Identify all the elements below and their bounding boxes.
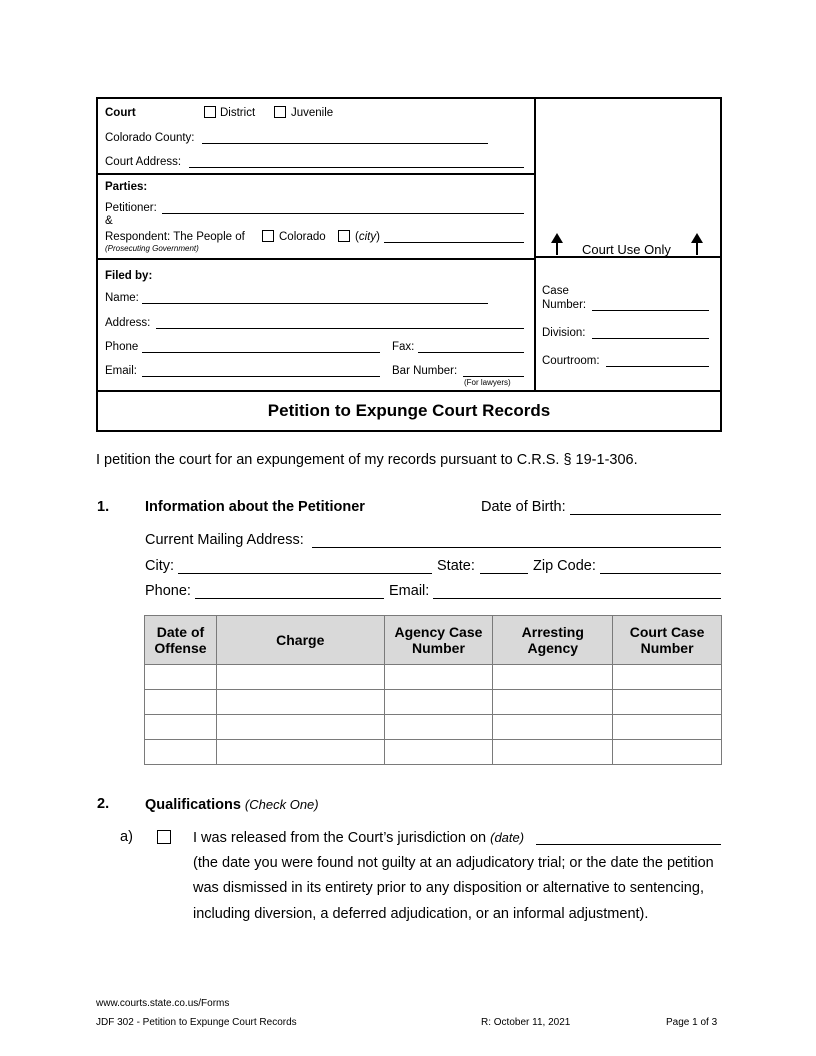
court-use-only-label: Court Use Only: [582, 242, 671, 257]
table-cell[interactable]: [145, 690, 217, 715]
fax-field[interactable]: [418, 352, 524, 353]
table-cell[interactable]: [613, 715, 722, 740]
up-arrow-icon: [550, 233, 564, 255]
header-date-of-offense: Date of Offense: [145, 616, 217, 665]
filer-phone-field[interactable]: [142, 352, 380, 353]
bar-number-label: Bar Number:: [392, 365, 458, 377]
parties-section: [98, 175, 534, 260]
email-field[interactable]: [433, 598, 721, 599]
filed-by-label: Filed by:: [105, 270, 153, 282]
table-row: [145, 690, 722, 715]
qualification-a-line3: was dismissed in its entirety prior to any disposition or alternative to sentencing,: [193, 880, 704, 896]
table-cell[interactable]: [493, 740, 613, 765]
header-court-case-number: Court Case Number: [613, 616, 722, 665]
county-field[interactable]: [202, 143, 488, 144]
table-header-row: [145, 616, 722, 665]
bar-number-field[interactable]: [463, 376, 524, 377]
city-checkbox[interactable]: [338, 230, 350, 242]
offense-table: [144, 615, 722, 765]
county-label: Colorado County:: [105, 132, 195, 144]
qualification-a-text: I was released from the Court’s jurisdiction on: [193, 830, 487, 846]
city-open-paren: (: [355, 231, 359, 243]
filer-email-field[interactable]: [142, 376, 380, 377]
juvenile-checkbox[interactable]: [274, 106, 286, 118]
section2-note: (Check One): [244, 797, 319, 812]
up-arrow-icon: [690, 233, 704, 255]
court-use-only-area: [536, 99, 720, 258]
table-row: [145, 740, 722, 765]
filer-address-label: Address:: [105, 317, 151, 329]
section2-number: 2.: [97, 796, 110, 812]
court-address-label: Court Address:: [105, 156, 182, 168]
division-label: Division:: [542, 327, 586, 339]
table-row: [145, 665, 722, 690]
district-label: District: [220, 107, 256, 119]
dob-field[interactable]: [570, 514, 721, 515]
table-cell[interactable]: [493, 715, 613, 740]
parties-label: Parties:: [105, 181, 148, 193]
case-number-label: Number:: [542, 299, 587, 311]
table-cell[interactable]: [145, 715, 217, 740]
intro-text: I petition the court for an expungement of my records pursuant to C.R.S. § 19-1-306.: [96, 452, 638, 468]
mailing-address-field[interactable]: [312, 547, 721, 548]
zip-label: Zip Code:: [533, 558, 596, 574]
header-agency-case-number: Agency Case Number: [384, 616, 493, 665]
table-cell[interactable]: [384, 690, 493, 715]
qualification-a-line2: (the date you were found not guilty at an adjudicatory trial; or the date the petition: [193, 855, 714, 871]
city-close-paren: ): [376, 231, 380, 243]
filer-email-label: Email:: [105, 365, 137, 377]
qualification-a-checkbox[interactable]: [157, 830, 171, 844]
court-address-field[interactable]: [189, 167, 524, 168]
filer-address-field[interactable]: [156, 328, 524, 329]
section2-heading: Qualifications: [145, 797, 241, 813]
court-section: [98, 99, 534, 175]
form-title: Petition to Expunge Court Records: [98, 390, 720, 430]
table-cell[interactable]: [613, 665, 722, 690]
fax-label: Fax:: [392, 341, 415, 353]
colorado-checkbox[interactable]: [262, 230, 274, 242]
filer-name-field[interactable]: [142, 303, 488, 304]
table-cell[interactable]: [384, 715, 493, 740]
filed-by-section: [98, 260, 534, 390]
table-cell[interactable]: [384, 740, 493, 765]
qualification-a-line1: [193, 829, 524, 847]
footer-page: Page 1 of 3: [666, 1017, 718, 1028]
district-checkbox[interactable]: [204, 106, 216, 118]
phone-field[interactable]: [195, 598, 384, 599]
footer-url: www.courts.state.co.us/Forms: [96, 998, 230, 1009]
petitioner-label: Petitioner:: [105, 202, 157, 214]
caption-box: [96, 97, 722, 432]
date-note: (date): [490, 830, 525, 845]
for-lawyers-note: (For lawyers): [464, 378, 511, 387]
division-field[interactable]: [592, 338, 709, 339]
juvenile-label: Juvenile: [291, 107, 334, 119]
table-cell[interactable]: [216, 690, 384, 715]
city-field[interactable]: [384, 242, 524, 243]
city-label: City:: [145, 558, 174, 574]
release-date-field[interactable]: [536, 844, 721, 845]
header-arresting-agency: Arresting Agency: [493, 616, 613, 665]
caption-right: [536, 99, 720, 390]
court-label: Court: [105, 107, 136, 119]
section1-number: 1.: [97, 499, 110, 515]
item-a-label: a): [120, 829, 133, 845]
courtroom-label: Courtroom:: [542, 355, 600, 367]
section2-heading-group: [145, 796, 319, 814]
table-cell[interactable]: [145, 740, 217, 765]
table-cell[interactable]: [216, 740, 384, 765]
case-label: Case: [542, 285, 569, 297]
caption-left: [98, 99, 536, 390]
table-cell[interactable]: [493, 690, 613, 715]
qualification-a-line4: including diversion, a deferred adjudication, or an informal adjustment).: [193, 906, 649, 922]
section1-heading: Information about the Petitioner: [145, 499, 365, 515]
filer-phone-label: Phone: [105, 341, 139, 353]
respondent-label: Respondent: The People of: [105, 231, 245, 243]
header-charge: Charge: [216, 616, 384, 665]
city-field[interactable]: [178, 573, 432, 574]
petitioner-field[interactable]: [162, 213, 524, 214]
state-label: State:: [437, 558, 475, 574]
name-label: Name:: [105, 292, 139, 304]
courtroom-field[interactable]: [606, 366, 709, 367]
table-cell[interactable]: [613, 740, 722, 765]
zip-field[interactable]: [600, 573, 721, 574]
table-cell[interactable]: [384, 665, 493, 690]
table-cell[interactable]: [145, 665, 217, 690]
table-cell[interactable]: [493, 665, 613, 690]
footer-revision: R: October 11, 2021: [481, 1017, 571, 1028]
table-cell[interactable]: [216, 715, 384, 740]
city-label: city: [358, 231, 377, 243]
table-cell[interactable]: [216, 665, 384, 690]
dob-label: Date of Birth:: [481, 499, 566, 515]
footer-form-id: JDF 302 - Petition to Expunge Court Records: [96, 1017, 297, 1028]
phone-label: Phone:: [145, 583, 191, 599]
prosecuting-note: (Prosecuting Government): [105, 244, 199, 253]
email-label: Email:: [389, 583, 430, 599]
table-cell[interactable]: [613, 690, 722, 715]
table-row: [145, 715, 722, 740]
state-field[interactable]: [480, 573, 528, 574]
colorado-label: Colorado: [279, 231, 326, 243]
case-number-field[interactable]: [592, 310, 709, 311]
city-label-group: [355, 231, 380, 244]
ampersand: &: [105, 215, 113, 227]
mailing-address-label: Current Mailing Address:: [145, 532, 304, 548]
